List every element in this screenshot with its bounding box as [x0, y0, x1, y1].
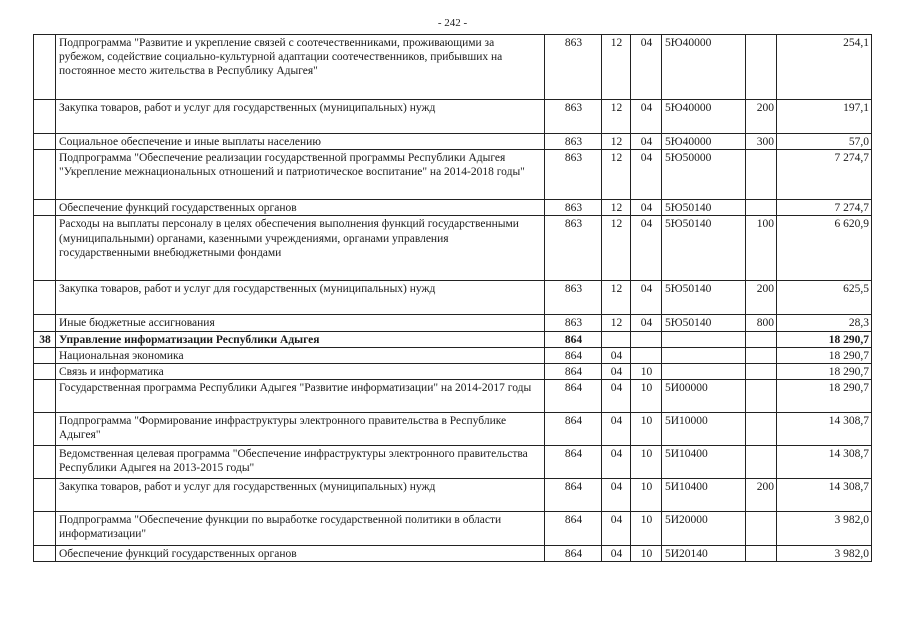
- amount-value: 7 274,7: [777, 150, 872, 200]
- subsection-code: 10: [631, 512, 662, 546]
- target-article-code: 5И10400: [662, 479, 746, 512]
- subsection-code: 04: [631, 100, 662, 134]
- row-name: Закупка товаров, работ и услуг для государственных (муниципальных) нужд: [56, 281, 545, 315]
- section-code: 12: [602, 200, 631, 216]
- target-article-code: 5Ю50000: [662, 150, 746, 200]
- table-row: [34, 331, 872, 347]
- budget-table: [33, 34, 872, 562]
- table-row: [34, 380, 872, 413]
- row-number: [34, 315, 56, 331]
- section-code: 04: [602, 446, 631, 479]
- ministry-code: 863: [545, 150, 602, 200]
- row-name: Закупка товаров, работ и услуг для государственных (муниципальных) нужд: [56, 100, 545, 134]
- ministry-code: 864: [545, 413, 602, 446]
- target-article-code: 5Ю50140: [662, 281, 746, 315]
- row-name: Расходы на выплаты персоналу в целях обеспечения выполнения функций государственными (муниципальными) органами, казенными учреждениями, органами управления государственными внебюджетными фондами: [56, 216, 545, 281]
- amount-value: 18 290,7: [777, 364, 872, 380]
- amount-value: 28,3: [777, 315, 872, 331]
- row-number: [34, 281, 56, 315]
- amount-value: 7 274,7: [777, 200, 872, 216]
- target-article-code: 5Ю50140: [662, 216, 746, 281]
- amount-value: 6 620,9: [777, 216, 872, 281]
- table-row: [34, 150, 872, 200]
- section-code: 12: [602, 100, 631, 134]
- table-row: [34, 281, 872, 315]
- ministry-code: 863: [545, 134, 602, 150]
- target-article-code: 5И10400: [662, 446, 746, 479]
- row-name: Подпрограмма "Развитие и укрепление связей с соотечественниками, проживающими за рубежом, содействие социально-культурной адаптации соотечественников, прибывших на постоянное место жительства в Республику Адыгея": [56, 35, 545, 100]
- section-code: 04: [602, 347, 631, 363]
- row-name: Национальная экономика: [56, 347, 545, 363]
- target-article-code: 5Ю40000: [662, 100, 746, 134]
- row-number: [34, 413, 56, 446]
- ministry-code: 864: [545, 347, 602, 363]
- row-number: [34, 364, 56, 380]
- row-name: Подпрограмма "Обеспечение реализации государственной программы Республики Адыгея "Укрепление межнациональных отношений и патриотическое воспитание" на 2014-2018 годы": [56, 150, 545, 200]
- table-row: [34, 347, 872, 363]
- subsection-code: 10: [631, 446, 662, 479]
- expense-type-code: [746, 35, 777, 100]
- target-article-code: [662, 364, 746, 380]
- ministry-code: 864: [545, 446, 602, 479]
- row-number: [34, 100, 56, 134]
- table-row: [34, 546, 872, 562]
- row-number: [34, 150, 56, 200]
- ministry-code: 863: [545, 315, 602, 331]
- subsection-code: 04: [631, 281, 662, 315]
- subsection-code: 10: [631, 546, 662, 562]
- ministry-code: 863: [545, 281, 602, 315]
- amount-value: 3 982,0: [777, 512, 872, 546]
- table-row: [34, 216, 872, 281]
- section-code: 12: [602, 315, 631, 331]
- subsection-code: 04: [631, 150, 662, 200]
- ministry-code: 864: [545, 479, 602, 512]
- row-number: [34, 512, 56, 546]
- expense-type-code: [746, 380, 777, 413]
- expense-type-code: [746, 364, 777, 380]
- section-code: 12: [602, 281, 631, 315]
- table-row: [34, 479, 872, 512]
- expense-type-code: [746, 546, 777, 562]
- row-number: [34, 347, 56, 363]
- row-name: Обеспечение функций государственных органов: [56, 546, 545, 562]
- section-code: 04: [602, 364, 631, 380]
- expense-type-code: [746, 347, 777, 363]
- amount-value: 18 290,7: [777, 380, 872, 413]
- subsection-code: 10: [631, 364, 662, 380]
- amount-value: 18 290,7: [777, 331, 872, 347]
- subsection-code: [631, 347, 662, 363]
- target-article-code: 5И20140: [662, 546, 746, 562]
- expense-type-code: 800: [746, 315, 777, 331]
- table-row: [34, 364, 872, 380]
- page-number: - 242 -: [437, 17, 468, 29]
- subsection-code: [631, 331, 662, 347]
- row-name: Закупка товаров, работ и услуг для государственных (муниципальных) нужд: [56, 479, 545, 512]
- ministry-code: 863: [545, 216, 602, 281]
- target-article-code: 5Ю40000: [662, 35, 746, 100]
- section-code: [602, 331, 631, 347]
- ministry-code: 864: [545, 380, 602, 413]
- section-code: 04: [602, 546, 631, 562]
- expense-type-code: [746, 413, 777, 446]
- row-name: Обеспечение функций государственных органов: [56, 200, 545, 216]
- amount-value: 14 308,7: [777, 446, 872, 479]
- row-name: Социальное обеспечение и иные выплаты населению: [56, 134, 545, 150]
- row-name: Подпрограмма "Обеспечение функции по выработке государственной политики в области информатизации": [56, 512, 545, 546]
- expense-type-code: 200: [746, 281, 777, 315]
- expense-type-code: 200: [746, 479, 777, 512]
- amount-value: 197,1: [777, 100, 872, 134]
- table-row: [34, 446, 872, 479]
- table-row: [34, 512, 872, 546]
- subsection-code: 10: [631, 380, 662, 413]
- row-name: Управление информатизации Республики Адыгея: [56, 331, 545, 347]
- ministry-code: 863: [545, 35, 602, 100]
- expense-type-code: 200: [746, 100, 777, 134]
- section-code: 04: [602, 413, 631, 446]
- target-article-code: [662, 331, 746, 347]
- ministry-code: 864: [545, 364, 602, 380]
- subsection-code: 04: [631, 216, 662, 281]
- amount-value: 625,5: [777, 281, 872, 315]
- row-number: [34, 479, 56, 512]
- table-row: [34, 35, 872, 100]
- target-article-code: [662, 347, 746, 363]
- expense-type-code: [746, 512, 777, 546]
- section-code: 12: [602, 216, 631, 281]
- table-row: [34, 315, 872, 331]
- amount-value: 254,1: [777, 35, 872, 100]
- amount-value: 57,0: [777, 134, 872, 150]
- table-row: [34, 200, 872, 216]
- subsection-code: 04: [631, 35, 662, 100]
- section-code: 04: [602, 512, 631, 546]
- row-number: [34, 200, 56, 216]
- table-row: [34, 100, 872, 134]
- budget-table-body: [34, 35, 872, 562]
- target-article-code: 5Ю50140: [662, 315, 746, 331]
- section-code: 04: [602, 380, 631, 413]
- target-article-code: 5И10000: [662, 413, 746, 446]
- amount-value: 18 290,7: [777, 347, 872, 363]
- row-name: Иные бюджетные ассигнования: [56, 315, 545, 331]
- table-row: [34, 134, 872, 150]
- amount-value: 14 308,7: [777, 479, 872, 512]
- ministry-code: 864: [545, 546, 602, 562]
- subsection-code: 04: [631, 200, 662, 216]
- row-number: [34, 35, 56, 100]
- row-name: Ведомственная целевая программа "Обеспечение инфраструктуры электронного правительства Республики Адыгея на 2013-2015 годы": [56, 446, 545, 479]
- section-code: 12: [602, 150, 631, 200]
- expense-type-code: [746, 331, 777, 347]
- expense-type-code: 100: [746, 216, 777, 281]
- expense-type-code: 300: [746, 134, 777, 150]
- row-number: [34, 380, 56, 413]
- target-article-code: 5И20000: [662, 512, 746, 546]
- expense-type-code: [746, 446, 777, 479]
- row-name: Государственная программа Республики Адыгея "Развитие информатизации" на 2014-2017 годы: [56, 380, 545, 413]
- target-article-code: 5Ю50140: [662, 200, 746, 216]
- table-row: [34, 413, 872, 446]
- target-article-code: 5Ю40000: [662, 134, 746, 150]
- ministry-code: 864: [545, 512, 602, 546]
- ministry-code: 863: [545, 200, 602, 216]
- section-code: 12: [602, 35, 631, 100]
- section-code: 12: [602, 134, 631, 150]
- section-code: 04: [602, 479, 631, 512]
- row-number: 38: [34, 331, 56, 347]
- row-number: [34, 546, 56, 562]
- row-number: [34, 134, 56, 150]
- ministry-code: 863: [545, 100, 602, 134]
- amount-value: 14 308,7: [777, 413, 872, 446]
- row-name: Подпрограмма "Формирование инфраструктуры электронного правительства в Республике Адыгея": [56, 413, 545, 446]
- ministry-code: 864: [545, 331, 602, 347]
- subsection-code: 04: [631, 315, 662, 331]
- row-number: [34, 446, 56, 479]
- subsection-code: 10: [631, 413, 662, 446]
- amount-value: 3 982,0: [777, 546, 872, 562]
- row-number: [34, 216, 56, 281]
- row-name: Связь и информатика: [56, 364, 545, 380]
- target-article-code: 5И00000: [662, 380, 746, 413]
- subsection-code: 10: [631, 479, 662, 512]
- subsection-code: 04: [631, 134, 662, 150]
- expense-type-code: [746, 200, 777, 216]
- expense-type-code: [746, 150, 777, 200]
